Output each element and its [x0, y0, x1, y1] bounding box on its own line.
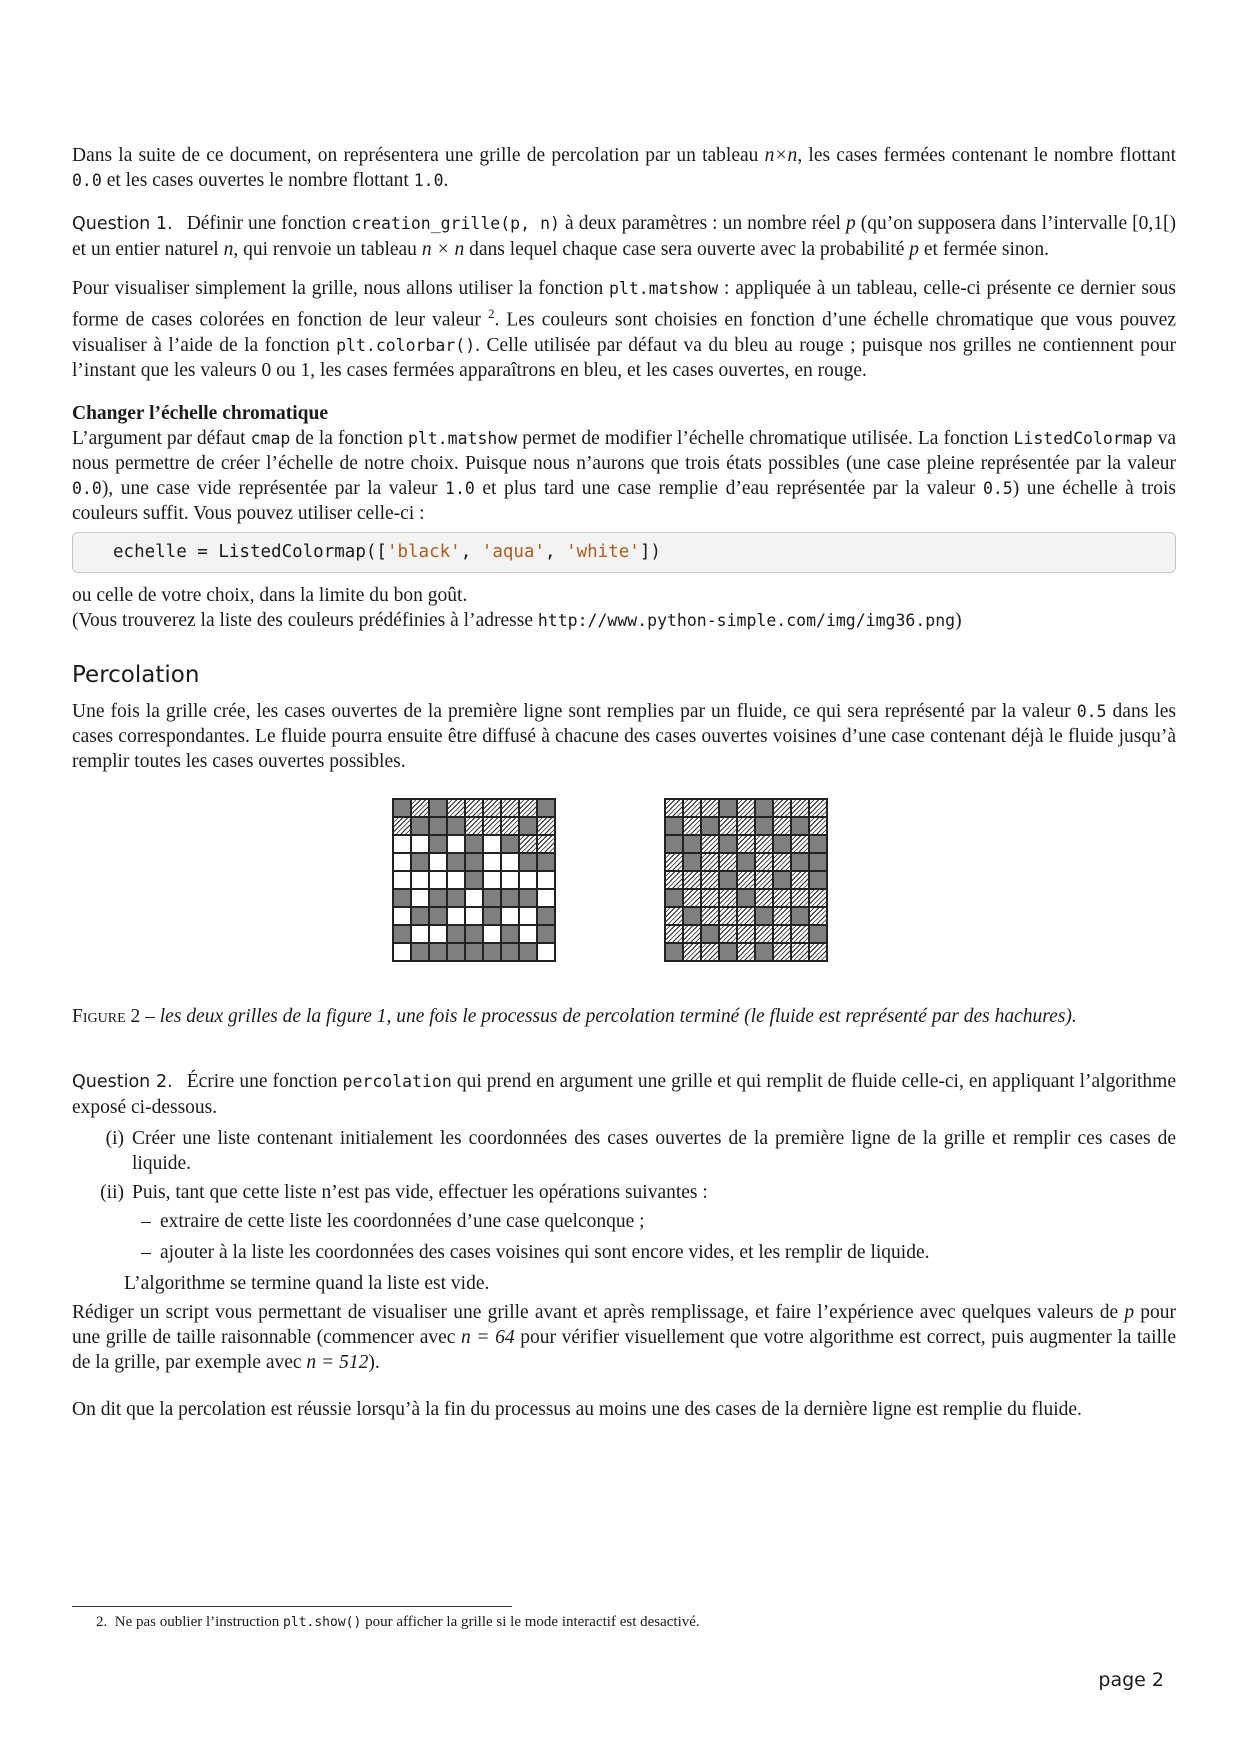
grid-cell-closed — [447, 817, 465, 835]
grid-cell-filled — [701, 889, 719, 907]
grid-cell-closed — [393, 925, 411, 943]
grid-cell-filled — [501, 817, 519, 835]
section-title-percolation: Percolation — [72, 661, 200, 688]
grid-cell-closed — [665, 889, 683, 907]
grid-cell-filled — [809, 943, 827, 961]
grid-cell-open — [411, 925, 429, 943]
grid-cell-open — [537, 943, 555, 961]
grid-cell-filled — [737, 907, 755, 925]
section-heading-colormap: Changer l’échelle chromatique — [72, 402, 328, 424]
grid-right — [664, 798, 828, 962]
grid-cell-filled — [773, 853, 791, 871]
grid-cell-closed — [411, 817, 429, 835]
grid-cell-closed — [519, 943, 537, 961]
grid-cell-filled — [719, 817, 737, 835]
grid-cell-filled — [665, 853, 683, 871]
grid-cell-closed — [737, 889, 755, 907]
grid-cell-closed — [393, 799, 411, 817]
grid-cell-closed — [809, 835, 827, 853]
grid-cell-filled — [809, 817, 827, 835]
grid-cell-closed — [773, 871, 791, 889]
grid-cell-filled — [683, 871, 701, 889]
grid-cell-closed — [809, 925, 827, 943]
grid-cell-closed — [665, 817, 683, 835]
grid-cell-closed — [773, 835, 791, 853]
grid-cell-filled — [483, 817, 501, 835]
grid-cell-closed — [791, 817, 809, 835]
grid-cell-filled — [447, 799, 465, 817]
sub-list-item: – extraire de cette liste les coordonnées d’une case quelconque ; — [141, 1210, 645, 1232]
page-content — [72, 143, 1176, 1422]
grid-cell-closed — [483, 907, 501, 925]
grid-cell-closed — [447, 889, 465, 907]
grid-cell-filled — [755, 835, 773, 853]
grid-cell-filled — [737, 943, 755, 961]
figure-2 — [72, 798, 1176, 978]
grid-cell-closed — [393, 889, 411, 907]
grid-cell-filled — [701, 853, 719, 871]
grid-cell-filled — [719, 925, 737, 943]
grid-cell-filled — [411, 799, 429, 817]
grid-cell-filled — [773, 907, 791, 925]
grid-cell-filled — [519, 835, 537, 853]
grid-cell-open — [483, 835, 501, 853]
grid-cell-closed — [429, 907, 447, 925]
grid-cell-closed — [501, 835, 519, 853]
grid-cell-filled — [791, 889, 809, 907]
grid-cell-filled — [537, 835, 555, 853]
colormap-paragraph: L’argument par défaut cmap de la fonction plt.matshow permet de modifier l’échelle chromatique utilisée. La fonction ListedColormap va nous permettre de créer l’échelle de notre choix. Puisque nous n’aurons que trois états possibles (une case pleine représentée par la valeur 0.0), une case vide représentée par la valeur 1.0 et plus tard une case remplie d’eau représentée par la valeur 0.5) une échelle à trois couleurs suffit. Vous pouvez utiliser celle-ci : — [72, 427, 1176, 524]
grid-cell-closed — [809, 871, 827, 889]
visualisation-paragraph: Pour visualiser simplement la grille, nous allons utiliser la fonction plt.matshow : appliquée à un tableau, celle-ci présente ce dernier sous forme de cases colorées en fonction de leur valeur $^2$. Les couleurs sont choisies en fonction d’une échelle chromatique que vous pouvez visualiser à l’aide de la fonction plt.colorbar(). Celle utilisée par défaut va du bleu au rouge ; puisque nos grilles ne contiennent pour l’instant que les valeurs 0 ou 1, les cases fermées apparaîtrons en bleu, et les cases ouvertes, en rouge. — [72, 278, 1176, 381]
grid-cell-closed — [755, 943, 773, 961]
grid-cell-filled — [665, 799, 683, 817]
algorithm-end: L’algorithme se termine quand la liste est vide. — [124, 1272, 490, 1294]
grid-cell-open — [519, 925, 537, 943]
page-number: page 2 — [1098, 1669, 1164, 1691]
grid-cell-closed — [465, 853, 483, 871]
grid-cell-closed — [465, 943, 483, 961]
grid-cell-closed — [501, 889, 519, 907]
grid-cell-closed — [411, 943, 429, 961]
grid-left — [392, 798, 556, 962]
grid-cell-open — [447, 835, 465, 853]
grid-cell-closed — [519, 853, 537, 871]
grid-cell-filled — [683, 925, 701, 943]
intro-paragraph: Dans la suite de ce document, on représentera une grille de percolation par un tableau n×n, les cases fermées contenant le nombre flottant 0.0 et les cases ouvertes le nombre flottant 1.0. — [72, 145, 1176, 191]
grid-cell-filled — [501, 799, 519, 817]
grid-cell-open — [393, 907, 411, 925]
grid-cell-filled — [683, 799, 701, 817]
grid-cell-open — [501, 853, 519, 871]
grid-cell-closed — [719, 871, 737, 889]
grid-cell-open — [411, 835, 429, 853]
grid-cell-closed — [701, 925, 719, 943]
algorithm-list — [72, 1126, 1176, 1296]
grid-cell-closed — [411, 853, 429, 871]
code-block: echelle = ListedColormap(['black', 'aqua', 'white']) — [72, 532, 1176, 573]
grid-cell-filled — [809, 889, 827, 907]
grid-cell-open — [393, 871, 411, 889]
grid-cell-filled — [465, 799, 483, 817]
grid-cell-closed — [429, 943, 447, 961]
grid-cell-closed — [447, 943, 465, 961]
grid-cell-closed — [755, 907, 773, 925]
grid-cell-open — [537, 871, 555, 889]
grid-cell-closed — [501, 943, 519, 961]
grid-cell-closed — [429, 817, 447, 835]
grid-cell-filled — [483, 799, 501, 817]
grid-cell-open — [483, 925, 501, 943]
grid-cell-closed — [465, 871, 483, 889]
grid-cell-filled — [791, 799, 809, 817]
grid-cell-filled — [755, 853, 773, 871]
grid-cell-filled — [773, 817, 791, 835]
grid-cell-filled — [701, 871, 719, 889]
footnote: 2. Ne pas oublier l’instruction plt.show() pour afficher la grille si le mode interactif est desactivé. — [96, 1614, 700, 1630]
grid-cell-open — [519, 871, 537, 889]
grid-cell-open — [483, 871, 501, 889]
grid-cell-closed — [429, 835, 447, 853]
grid-cell-open — [519, 907, 537, 925]
grid-cell-closed — [755, 817, 773, 835]
script-paragraph: Rédiger un script vous permettant de visualiser une grille avant et après remplissage, et faire l’expérience avec quelques valeurs de p pour une grille de taille raisonnable (commencer avec n = 64 pour vérifier visuellement que votre algorithme est correct, puis augmenter la taille de la grille, par exemple avec n = 512). — [72, 1301, 1176, 1373]
grid-cell-open — [411, 889, 429, 907]
grid-cell-filled — [755, 925, 773, 943]
grid-cell-closed — [519, 817, 537, 835]
grid-cell-closed — [791, 853, 809, 871]
grid-cell-filled — [755, 871, 773, 889]
grid-cell-open — [429, 871, 447, 889]
grid-cell-open — [411, 871, 429, 889]
grid-cell-filled — [809, 907, 827, 925]
question-2-label: Question 2. — [72, 1071, 173, 1092]
grid-cell-closed — [447, 853, 465, 871]
figure-label: Figure 2 – — [72, 1005, 155, 1027]
grid-cell-filled — [719, 889, 737, 907]
grid-cell-closed — [683, 853, 701, 871]
question-2: Question 2. Écrire une fonction percolation qui prend en argument une grille et qui remplit de fluide celle-ci, en appliquant l’algorithme exposé ci-dessous. — [72, 1070, 1177, 1118]
grid-cell-closed — [719, 799, 737, 817]
grid-cell-open — [447, 907, 465, 925]
success-definition: On dit que la percolation est réussie lorsqu’à la fin du processus au moins une des cases de la dernière ligne est remplie du fluide. — [72, 1398, 1082, 1420]
grid-cell-filled — [701, 907, 719, 925]
grid-cell-closed — [519, 889, 537, 907]
grid-cell-closed — [701, 817, 719, 835]
question-1: Question 1. Définir une fonction creation_grille(p, n) à deux paramètres : un nombre réel p (qu’on supposera dans l’intervalle [0,1[) et un entier naturel n, qui renvoie un tableau n × n dans lequel chaque case sera ouverte avec la probabilité p et fermée sinon. — [72, 213, 1176, 260]
grid-cell-filled — [537, 817, 555, 835]
grid-cell-filled — [683, 943, 701, 961]
footnote-rule — [72, 1606, 512, 1607]
grid-cell-open — [393, 853, 411, 871]
grid-cell-filled — [701, 835, 719, 853]
grid-cell-closed — [465, 835, 483, 853]
grid-cell-closed — [501, 925, 519, 943]
grid-cell-open — [501, 907, 519, 925]
grid-cell-open — [393, 835, 411, 853]
grid-cell-filled — [701, 799, 719, 817]
grid-cell-closed — [719, 943, 737, 961]
grid-cell-closed — [737, 853, 755, 871]
grid-cell-closed — [791, 907, 809, 925]
grid-cell-closed — [683, 835, 701, 853]
grid-cell-filled — [737, 871, 755, 889]
grid-cell-filled — [737, 817, 755, 835]
grid-cell-closed — [537, 907, 555, 925]
grid-cell-closed — [719, 835, 737, 853]
grid-cell-filled — [519, 799, 537, 817]
list-item: (ii) Puis, tant que cette liste n’est pas vide, effectuer les opérations suivantes : — [100, 1181, 708, 1203]
sub-list-item: – ajouter à la liste les coordonnées des cases voisines qui sont encore vides, et les remplir de liquide. — [141, 1241, 930, 1263]
grid-cell-filled — [791, 835, 809, 853]
grid-cell-closed — [665, 943, 683, 961]
grid-cell-filled — [791, 943, 809, 961]
grid-cell-closed — [537, 799, 555, 817]
grid-cell-filled — [665, 925, 683, 943]
grid-cell-filled — [791, 925, 809, 943]
url-note: (Vous trouverez la liste des couleurs prédéfinies à l’adresse http://www.python-simple.com/img/img36.png) — [72, 609, 962, 631]
choice-note: ou celle de votre choix, dans la limite du bon goût. — [72, 584, 468, 606]
grid-cell-closed — [429, 799, 447, 817]
question-1-label: Question 1. — [72, 214, 173, 234]
grid-cell-filled — [701, 943, 719, 961]
grid-cell-open — [447, 871, 465, 889]
grid-cell-filled — [719, 853, 737, 871]
grid-cell-closed — [755, 799, 773, 817]
grid-cell-filled — [755, 889, 773, 907]
colors-url: http://www.python-simple.com/img/img36.png — [537, 610, 956, 630]
grid-cell-filled — [737, 925, 755, 943]
grid-cell-open — [537, 889, 555, 907]
grid-cell-open — [393, 943, 411, 961]
grid-cell-filled — [393, 817, 411, 835]
grid-cell-closed — [483, 943, 501, 961]
grid-cell-filled — [737, 835, 755, 853]
grid-cell-filled — [719, 907, 737, 925]
grid-cell-closed — [429, 889, 447, 907]
figure-caption: Figure 2 – les deux grilles de la figure 1, une fois le processus de percolation terminé (le fluide est représenté par des hachures). — [72, 1005, 1077, 1027]
grid-cell-closed — [465, 925, 483, 943]
grid-cell-closed — [683, 907, 701, 925]
grid-cell-filled — [773, 925, 791, 943]
grid-cell-filled — [683, 889, 701, 907]
grid-cell-filled — [809, 799, 827, 817]
grid-cell-filled — [773, 889, 791, 907]
grid-cell-closed — [537, 925, 555, 943]
grid-cell-filled — [773, 799, 791, 817]
grid-cell-open — [501, 871, 519, 889]
grid-cell-open — [465, 907, 483, 925]
grid-cell-filled — [665, 871, 683, 889]
grid-cell-filled — [465, 817, 483, 835]
grid-cell-filled — [737, 799, 755, 817]
percolation-paragraph: Une fois la grille crée, les cases ouvertes de la première ligne sont remplies par un fluide, ce qui sera représenté par la valeur 0.5 dans les cases correspondantes. Le fluide pourra ensuite être diffusé à chacune des cases ouvertes voisines d’une case contenant déjà le fluide jusqu’à remplir toutes les cases ouvertes possibles. — [72, 700, 1176, 772]
grid-cell-filled — [683, 817, 701, 835]
grid-cell-open — [429, 853, 447, 871]
grid-cell-closed — [447, 925, 465, 943]
grid-cell-open — [429, 925, 447, 943]
list-item: (i) Créer une liste contenant initialement les coordonnées des cases ouvertes de la première ligne de la grille et remplir ces cases de liquide. — [105, 1127, 1176, 1174]
grid-cell-filled — [773, 943, 791, 961]
grid-cell-open — [465, 889, 483, 907]
grid-cell-closed — [483, 889, 501, 907]
grid-cell-closed — [537, 853, 555, 871]
grid-cell-closed — [809, 853, 827, 871]
grid-cell-closed — [411, 907, 429, 925]
grid-cell-filled — [791, 871, 809, 889]
grid-cell-open — [483, 853, 501, 871]
grid-cell-filled — [665, 907, 683, 925]
grid-cell-closed — [665, 835, 683, 853]
